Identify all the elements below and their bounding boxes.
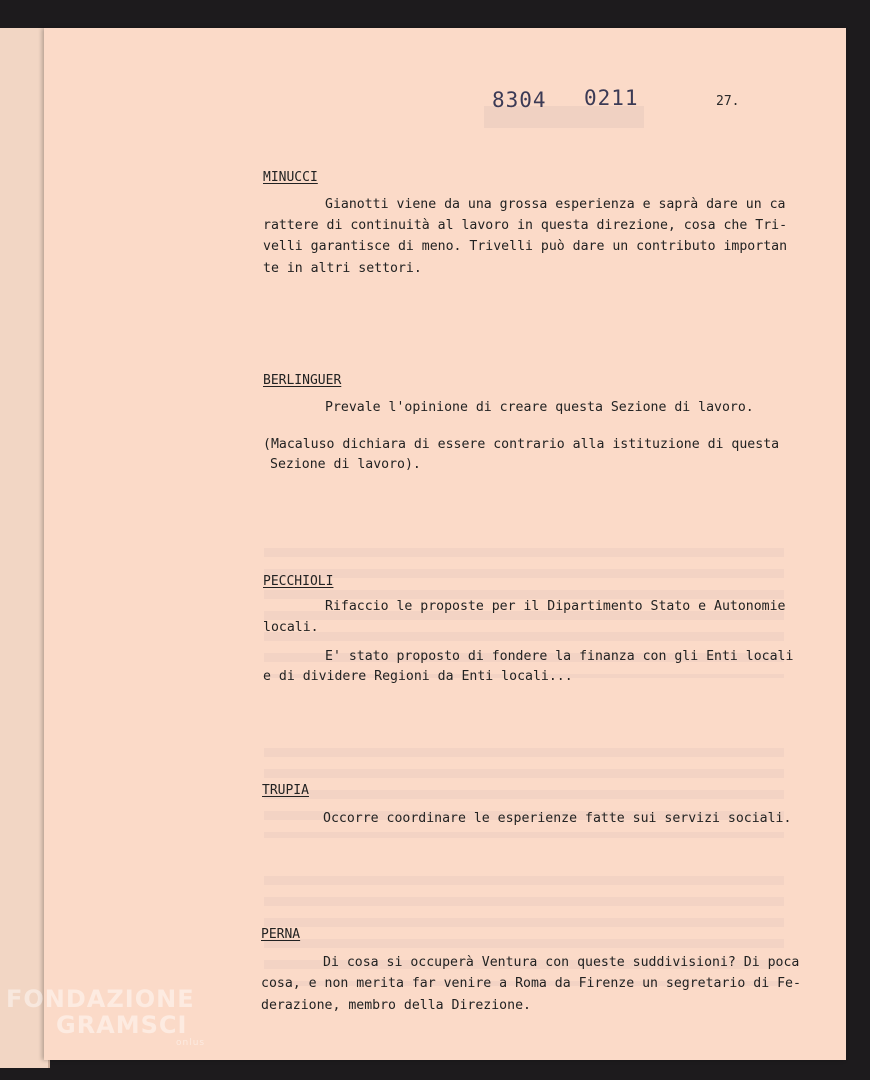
paragraph-line: Occorre coordinare le esperienze fatte sui servizi sociali.: [323, 811, 792, 826]
paragraph-line: (Macaluso dichiara di essere contrario alla istituzione di questa: [263, 437, 780, 452]
facing-page-edge: [0, 28, 50, 1068]
speaker-name: PECCHIOLI: [263, 574, 334, 589]
speaker-name: BERLINGUER: [263, 373, 342, 388]
paragraph-line: velli garantisce di meno. Trivelli può dare un contributo importan: [263, 239, 788, 254]
document-page: [44, 28, 846, 1060]
paragraph-line: E' stato proposto di fondere la finanza con gli Enti locali: [325, 649, 794, 664]
paragraph-line: Rifaccio le proposte per il Dipartimento Stato e Autonomie: [325, 599, 786, 614]
paragraph-line: Sezione di lavoro).: [270, 457, 421, 472]
watermark-line: onlus: [176, 1038, 206, 1048]
page-number: 27.: [716, 94, 740, 109]
speaker-name: MINUCCI: [263, 170, 318, 185]
paragraph-line: rattere di continuità al lavoro in questa direzione, cosa che Tri-: [263, 218, 788, 233]
watermark-line: FONDAZIONE: [6, 985, 195, 1013]
watermark-line: GRAMSCI: [56, 1011, 188, 1039]
paragraph-line: Di cosa si occuperà Ventura con queste suddivisioni? Di poca: [323, 955, 800, 970]
paragraph-line: Prevale l'opinione di creare questa Sezione di lavoro.: [325, 400, 754, 415]
paragraph-line: locali.: [263, 620, 319, 635]
paragraph-line: Gianotti viene da una grossa esperienza e saprà dare un ca: [325, 197, 786, 212]
speaker-name: TRUPIA: [262, 783, 309, 798]
paragraph-line: derazione, membro della Direzione.: [261, 998, 531, 1013]
fondazione-gramsci-watermark: [6, 986, 205, 1048]
paragraph-line: te in altri settori.: [263, 261, 422, 276]
paragraph-line: e di dividere Regioni da Enti locali...: [263, 669, 573, 684]
speaker-name: PERNA: [261, 927, 301, 942]
archive-stamp-right: 0211: [584, 86, 639, 110]
archive-stamp-left: 8304: [492, 88, 547, 112]
paragraph-line: cosa, e non merita far venire a Roma da Firenze un segretario di Fe-: [261, 976, 801, 991]
